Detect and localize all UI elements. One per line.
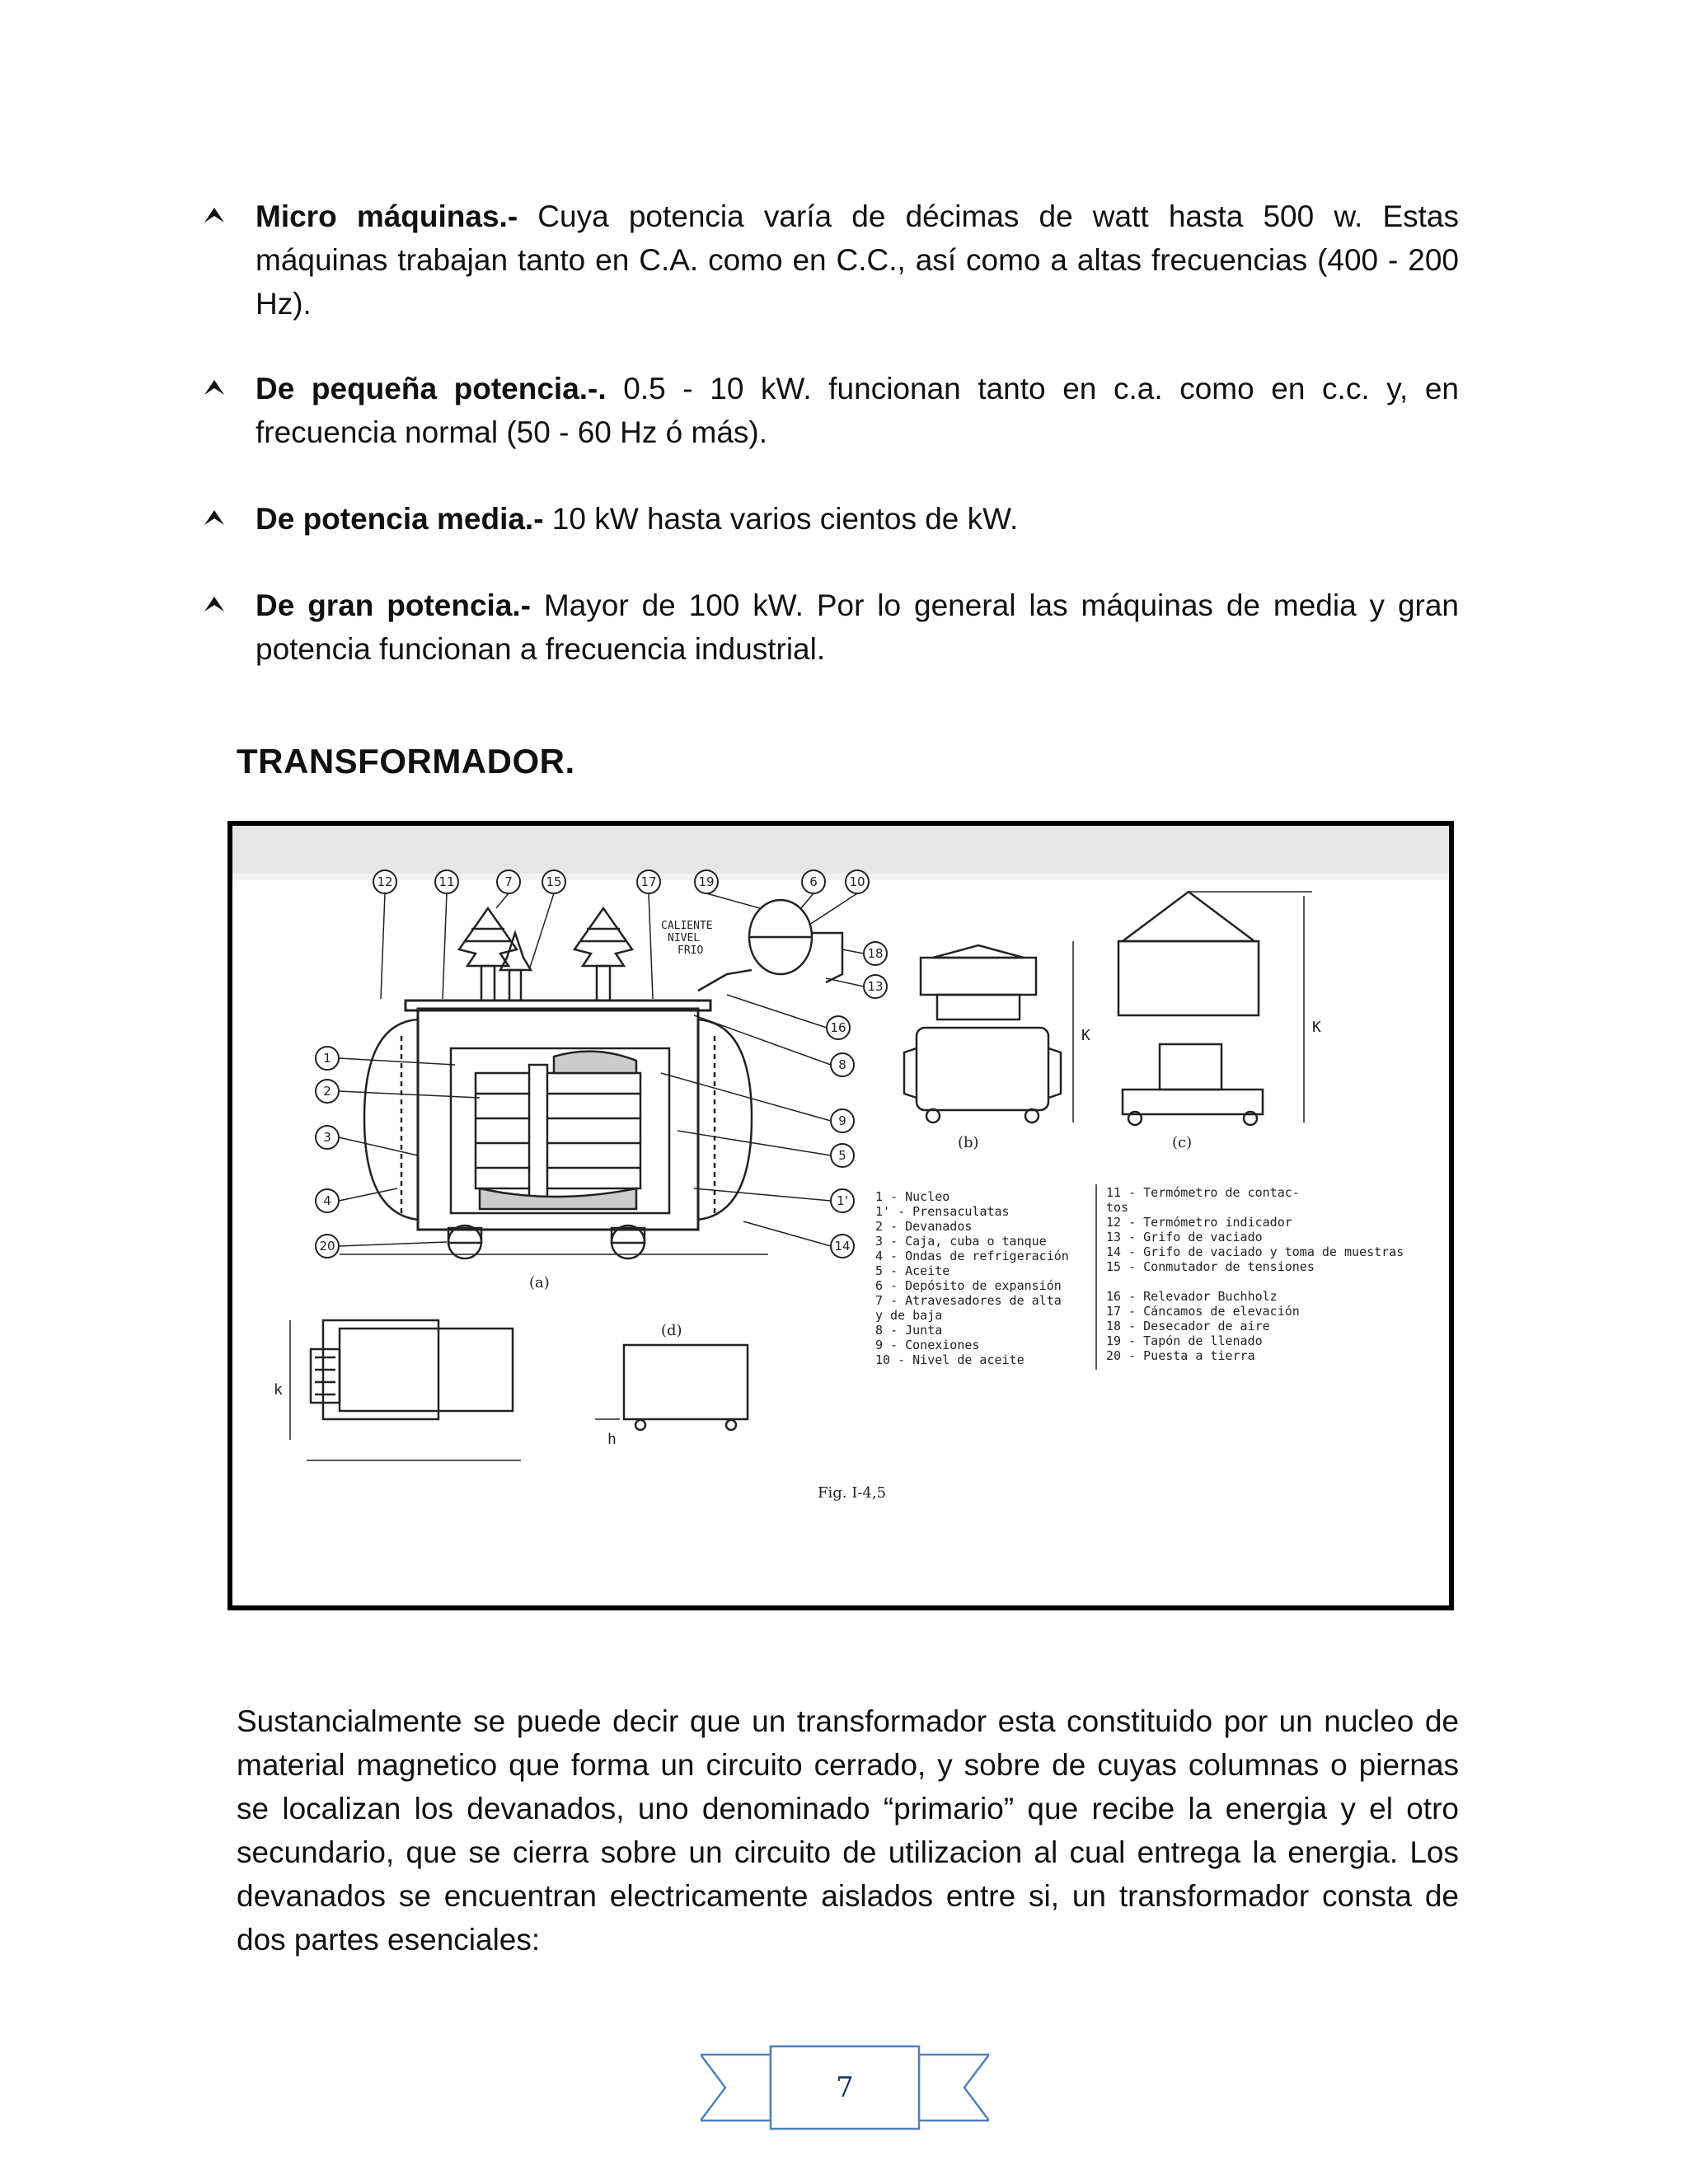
svg-text:3: 3 bbox=[323, 1130, 331, 1145]
callout bbox=[497, 870, 520, 893]
svg-text:11: 11 bbox=[438, 874, 455, 889]
list-item bbox=[256, 367, 1459, 454]
svg-text:4 - Ondas de refrigeración: 4 - Ondas de refrigeración bbox=[875, 1249, 1069, 1263]
svg-text:14: 14 bbox=[834, 1239, 851, 1254]
svg-text:15 - Conmutador de tensiones: 15 - Conmutador de tensiones bbox=[1106, 1259, 1315, 1274]
callout bbox=[373, 870, 396, 893]
arrowhead-bullet-icon bbox=[198, 367, 231, 411]
svg-text:15: 15 bbox=[546, 874, 562, 889]
figure-caption: Fig. I-4,5 bbox=[818, 1484, 887, 1502]
view-label: (d) bbox=[661, 1322, 682, 1339]
dimension-label: K bbox=[1312, 1019, 1321, 1036]
callout bbox=[316, 1189, 339, 1212]
svg-text:2 - Devanados: 2 - Devanados bbox=[875, 1219, 973, 1234]
scan-band bbox=[232, 826, 1449, 874]
svg-text:y de baja: y de baja bbox=[875, 1308, 943, 1323]
arrowhead-bullet-icon bbox=[198, 497, 231, 541]
svg-text:6 - Depósito de expansión: 6 - Depósito de expansión bbox=[875, 1278, 1062, 1293]
svg-text:4: 4 bbox=[323, 1193, 331, 1208]
gauge-label: CALIENTE bbox=[661, 920, 713, 932]
svg-text:5 - Aceite: 5 - Aceite bbox=[875, 1263, 950, 1278]
bullet-description: Mayor de 100 kW. Por lo general las máquinas de media y gran potencia funcionan a frecuencia industrial. bbox=[256, 588, 1459, 666]
dimension-label: h bbox=[607, 1431, 617, 1448]
arrowhead-bullet-icon bbox=[198, 583, 231, 628]
svg-text:13: 13 bbox=[867, 979, 884, 994]
svg-text:9 - Conexiones: 9 - Conexiones bbox=[875, 1338, 980, 1352]
callout bbox=[827, 1016, 850, 1039]
svg-text:16: 16 bbox=[830, 1020, 846, 1035]
callout bbox=[435, 870, 458, 893]
callout bbox=[316, 1080, 339, 1103]
dimension-label: k bbox=[274, 1381, 283, 1399]
svg-text:5: 5 bbox=[838, 1148, 846, 1163]
callout bbox=[831, 1235, 854, 1258]
svg-text:2: 2 bbox=[323, 1084, 331, 1099]
svg-text:20: 20 bbox=[319, 1239, 335, 1254]
callout bbox=[316, 1047, 339, 1070]
callout bbox=[542, 870, 565, 893]
section-title: TRANSFORMADOR. bbox=[237, 742, 575, 780]
svg-text:1': 1' bbox=[837, 1193, 848, 1208]
gauge-label: FRIO bbox=[678, 944, 704, 957]
list-item bbox=[256, 497, 1459, 541]
bullet-term: De potencia media.- bbox=[256, 502, 544, 536]
view-label: (a) bbox=[529, 1274, 550, 1291]
page-number-ribbon bbox=[701, 2042, 989, 2133]
callout bbox=[831, 1189, 854, 1212]
callout bbox=[316, 1126, 339, 1149]
callout bbox=[316, 1235, 339, 1258]
svg-text:19 - Tapón de llenado: 19 - Tapón de llenado bbox=[1106, 1333, 1263, 1348]
svg-text:17: 17 bbox=[640, 874, 657, 889]
bullet-description: 10 kW hasta varios cientos de kW. bbox=[543, 502, 1019, 536]
transformer-diagram bbox=[232, 826, 1449, 1605]
svg-text:1 - Nucleo: 1 - Nucleo bbox=[875, 1189, 950, 1204]
svg-text:18: 18 bbox=[867, 946, 884, 961]
svg-text:13 - Grifo de vaciado: 13 - Grifo de vaciado bbox=[1106, 1230, 1263, 1244]
svg-text:19: 19 bbox=[698, 874, 715, 889]
arrowhead-bullet-icon bbox=[198, 194, 231, 239]
svg-text:1' - Prensaculatas: 1' - Prensaculatas bbox=[875, 1204, 1010, 1219]
svg-text:7 - Atravesadores de alta: 7 - Atravesadores de alta bbox=[875, 1293, 1062, 1308]
bullet-description: 0.5 - 10 kW. funcionan tanto en c.a. como en c.c. y, en frecuencia normal (50 - 60 Hz ó más). bbox=[256, 372, 1460, 449]
svg-text:16 - Relevador Buchholz: 16 - Relevador Buchholz bbox=[1106, 1289, 1278, 1304]
svg-text:8: 8 bbox=[838, 1057, 846, 1072]
svg-text:12: 12 bbox=[377, 874, 393, 889]
page-number: 7 bbox=[836, 2071, 854, 2104]
svg-text:11 - Termómetro de contac-: 11 - Termómetro de contac- bbox=[1106, 1185, 1300, 1200]
bullet-description: Cuya potencia varía de décimas de watt hasta 500 w. Estas máquinas trabajan tanto en C.A. como en C.C., así como a altas frecuencias (400 - 200 Hz). bbox=[256, 199, 1460, 321]
svg-text:20 - Puesta a tierra: 20 - Puesta a tierra bbox=[1106, 1348, 1255, 1363]
callout bbox=[864, 942, 887, 965]
svg-text:10: 10 bbox=[849, 874, 865, 889]
svg-text:3 - Caja, cuba o tanque: 3 - Caja, cuba o tanque bbox=[875, 1234, 1047, 1249]
bullet-term: De pequeña potencia.-. bbox=[256, 372, 607, 405]
callout bbox=[802, 870, 825, 893]
list-item bbox=[256, 194, 1459, 326]
dimension-label: K bbox=[1081, 1027, 1090, 1044]
callout bbox=[637, 870, 660, 893]
body-paragraph: Sustancialmente se puede decir que un transformador esta constituido por un nucleo de material magnetico que forma un circuito cerrado, y sobre de cuyas columnas o piernas se localizan los devanados, uno denominado “primario” que recibe la energia y el otro secundario, que se cierra sobre un circuito de utilizacion al cual entrega la energia. Los devanados se encuentran electricamente aislados entre si, un transformador consta de dos partes esenciales: bbox=[237, 1704, 1459, 1957]
svg-text:18 - Desecador de aire: 18 - Desecador de aire bbox=[1106, 1319, 1270, 1333]
callout bbox=[864, 975, 887, 998]
svg-text:12 - Termómetro indicador: 12 - Termómetro indicador bbox=[1106, 1215, 1292, 1230]
callout bbox=[695, 870, 718, 893]
svg-text:8 - Junta: 8 - Junta bbox=[875, 1323, 943, 1338]
list-item bbox=[256, 583, 1459, 671]
svg-text:7: 7 bbox=[504, 874, 513, 889]
view-label: (b) bbox=[958, 1134, 979, 1151]
svg-text:9: 9 bbox=[838, 1113, 846, 1128]
svg-text:10 - Nivel de aceite: 10 - Nivel de aceite bbox=[875, 1352, 1025, 1367]
view-label: (c) bbox=[1172, 1134, 1193, 1151]
gauge-label: NIVEL bbox=[668, 932, 701, 944]
bullet-term: De gran potencia.- bbox=[256, 588, 532, 622]
bullet-term: Micro máquinas.- bbox=[256, 199, 518, 233]
transformer-figure bbox=[227, 821, 1454, 1610]
callout bbox=[846, 870, 869, 893]
callout bbox=[831, 1144, 854, 1167]
svg-text:14 - Grifo de vaciado y toma d: 14 - Grifo de vaciado y toma de muestras bbox=[1106, 1244, 1404, 1259]
svg-text:tos: tos bbox=[1106, 1200, 1129, 1215]
svg-text:1: 1 bbox=[323, 1051, 331, 1066]
callout bbox=[831, 1053, 854, 1076]
svg-text:17 - Cáncamos de elevación: 17 - Cáncamos de elevación bbox=[1106, 1304, 1300, 1319]
svg-text:6: 6 bbox=[809, 874, 818, 889]
callout bbox=[831, 1109, 854, 1132]
